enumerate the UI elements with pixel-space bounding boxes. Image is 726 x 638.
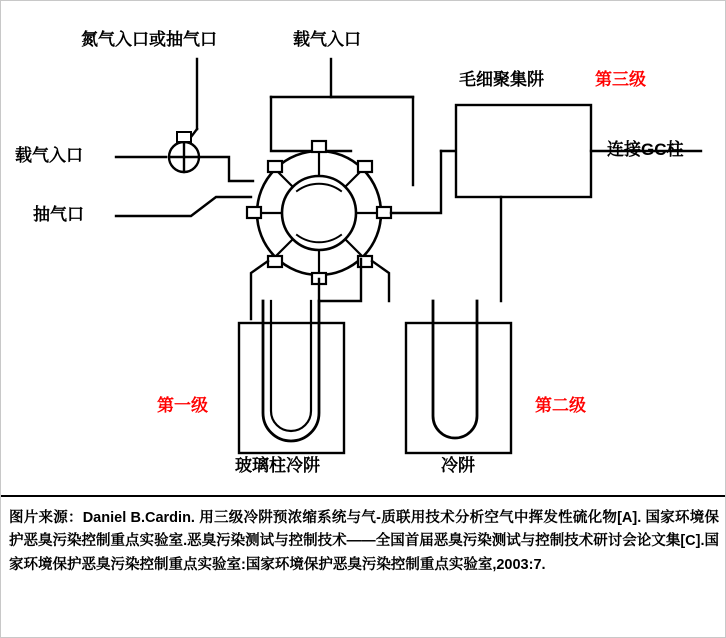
pipe-to-third-stage bbox=[391, 151, 441, 213]
label-gc-column: 连接GC柱 bbox=[607, 140, 684, 159]
label-capillary-trap: 毛细聚集阱 bbox=[459, 70, 544, 89]
stage-one-dewar bbox=[239, 323, 344, 453]
label-carrier-gas-inlet-left: 载气入口 bbox=[15, 146, 83, 165]
label-nitrogen-inlet: 氮气入口或抽气口 bbox=[81, 30, 217, 49]
stage-two-dewar bbox=[406, 323, 511, 453]
label-stage-three: 第三级 bbox=[595, 70, 646, 89]
capillary-trap-box bbox=[456, 105, 591, 197]
label-stage-two: 第二级 bbox=[535, 396, 586, 415]
pipe-valve-to-rotary bbox=[199, 157, 253, 181]
label-pump-outlet-left: 抽气口 bbox=[33, 205, 84, 224]
pipe-stage-two-feed bbox=[372, 261, 389, 301]
label-carrier-gas-inlet-top: 载气入口 bbox=[293, 30, 361, 49]
figure-caption bbox=[1, 495, 726, 638]
diagram-area bbox=[1, 1, 726, 495]
rotary-valve-inner bbox=[282, 176, 356, 250]
label-cold-trap: 冷阱 bbox=[441, 456, 475, 475]
caption-text: 图片来源：Daniel B.Cardin. 用三级冷阱预浓缩系统与气-质联用技术分析空气中挥发性硫化物[A]. 国家环境保护恶臭污染控制重点实验室.恶臭污染测试与控制技术——全国首届恶臭污染测试与控制技术研讨会论文集[C].国家环境保护恶臭污染控制重点实验室:国家环境保护恶臭污染控制重点实验室,2003:7. bbox=[9, 510, 719, 573]
pipe-pump-left bbox=[116, 197, 251, 216]
label-glass-column-cold-trap: 玻璃柱冷阱 bbox=[235, 456, 320, 475]
pipe-to-stage-one bbox=[251, 261, 268, 319]
label-stage-one: 第一级 bbox=[157, 396, 208, 415]
